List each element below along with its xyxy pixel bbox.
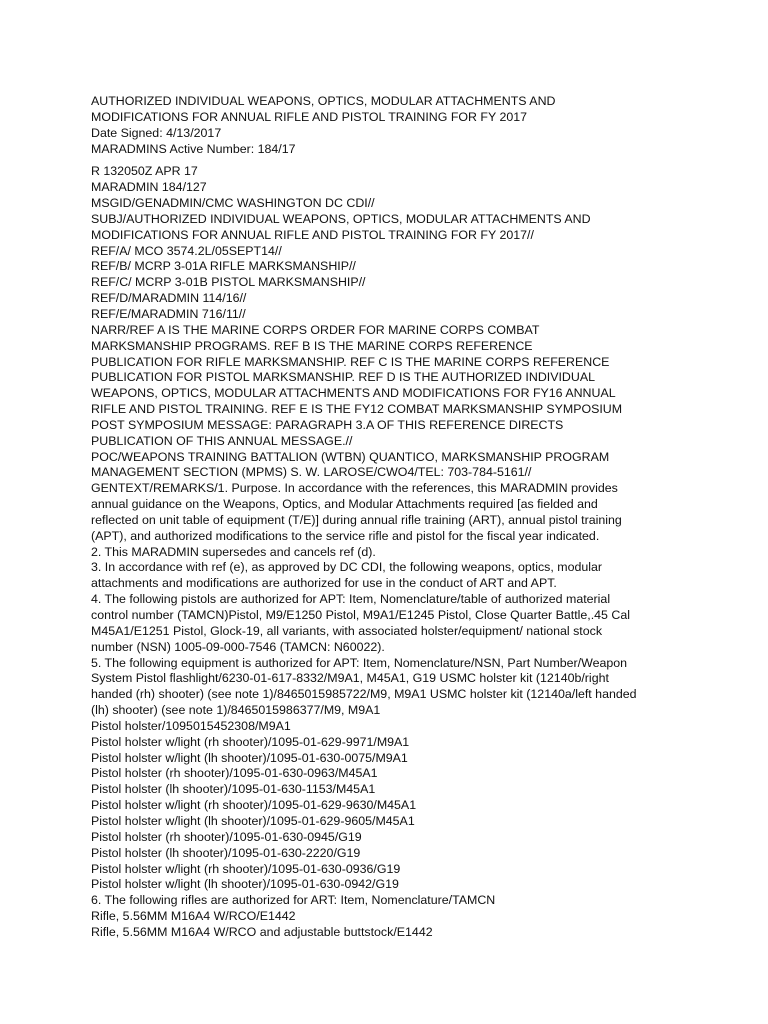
date-signed: Date Signed: 4/13/2017 [91,125,222,140]
body-line: Pistol holster w/light (rh shooter)/1095-01-629-9971/M9A1 [91,734,410,749]
body-line: REF/E/MARADMIN 716/11// [91,306,246,321]
body-line: Rifle, 5.56MM M16A4 W/RCO and adjustable buttstock/E1442 [91,924,433,939]
body-line: MSGID/GENADMIN/CMC WASHINGTON DC CDI// [91,196,375,211]
body-line: MODIFICATIONS FOR ANNUAL RIFLE AND PISTOL TRAINING FOR FY 2017// [91,227,534,242]
message-body [91,164,691,940]
body-line: annual guidance on the Weapons, Optics, and Modular Attachments required [as fielded and [91,497,598,512]
body-line: 5. The following equipment is authorized for APT: Item, Nomenclature/NSN, Part Number/Weapon [91,655,628,670]
active-number: MARADMINS Active Number: 184/17 [91,141,296,156]
document-title-line: AUTHORIZED INDIVIDUAL WEAPONS, OPTICS, MODULAR ATTACHMENTS AND [91,94,556,108]
body-line: PUBLICATION OF THIS ANNUAL MESSAGE.// [91,433,353,448]
body-line: REF/B/ MCRP 3-01A RIFLE MARKSMANSHIP// [91,259,356,274]
body-line: control number (TAMCN)Pistol, M9/E1250 Pistol, M9A1/E1245 Pistol, Close Quarter Battle,.45 Cal [91,608,630,622]
body-line: R 132050Z APR 17 [91,164,198,179]
document-page [91,94,691,941]
body-line: PUBLICATION FOR RIFLE MARKSMANSHIP. REF C IS THE MARINE CORPS REFERENCE [91,354,610,369]
document-title-line: MODIFICATIONS FOR ANNUAL RIFLE AND PISTOL TRAINING FOR FY 2017 [91,109,528,124]
body-line: POST SYMPOSIUM MESSAGE: PARAGRAPH 3.A OF THIS REFERENCE DIRECTS [91,417,564,432]
body-line: M45A1/E1251 Pistol, Glock-19, all variants, with associated holster/equipment/ national stock [91,623,603,638]
body-line: Pistol holster w/light (lh shooter)/1095-01-630-0942/G19 [91,877,399,892]
body-line: SUBJ/AUTHORIZED INDIVIDUAL WEAPONS, OPTICS, MODULAR ATTACHMENTS AND [91,211,591,226]
body-line: 2. This MARADMIN supersedes and cancels ref (d). [91,544,376,559]
body-line: Pistol holster w/light (lh shooter)/1095-01-629-9605/M45A1 [91,813,415,828]
body-line: 4. The following pistols are authorized for APT: Item, Nomenclature/table of authorized material [91,592,611,607]
body-line: RIFLE AND PISTOL TRAINING. REF E IS THE FY12 COMBAT MARKSMANSHIP SYMPOSIUM [91,402,623,417]
body-line: reflected on unit table of equipment (T/E)] during annual rifle training (ART), annual pistol training [91,512,622,527]
body-line: GENTEXT/REMARKS/1. Purpose. In accordance with the references, this MARADMIN provides [91,481,618,496]
body-line: Pistol holster w/light (rh shooter)/1095-01-630-0936/G19 [91,861,401,876]
body-line: 3. In accordance with ref (e), as approved by DC CDI, the following weapons, optics, modular [91,560,603,575]
body-line: Pistol holster w/light (rh shooter)/1095-01-629-9630/M45A1 [91,798,417,813]
body-line: attachments and modifications are authorized for use in the conduct of ART and APT. [91,576,557,591]
body-line: NARR/REF A IS THE MARINE CORPS ORDER FOR MARINE CORPS COMBAT [91,322,540,337]
body-line: REF/D/MARADMIN 114/16// [91,291,247,306]
body-line: MANAGEMENT SECTION (MPMS) S. W. LAROSE/CWO4/TEL: 703-784-5161// [91,465,532,480]
body-line: Pistol holster (rh shooter)/1095-01-630-0945/G19 [91,829,362,844]
body-line: 6. The following rifles are authorized for ART: Item, Nomenclature/TAMCN [91,893,496,908]
body-line: System Pistol flashlight/6230-01-617-8332/M9A1, M45A1, G19 USMC holster kit (12140b/right [91,671,609,686]
body-line: (lh) shooter) (see note 1)/8465015986377/M9, M9A1 [91,703,381,718]
body-line: Pistol holster (lh shooter)/1095-01-630-1153/M45A1 [91,782,376,797]
body-line: Pistol holster (lh shooter)/1095-01-630-2220/G19 [91,845,361,860]
body-line: WEAPONS, OPTICS, MODULAR ATTACHMENTS AND MODIFICATIONS FOR FY16 ANNUAL [91,386,616,401]
body-line: REF/A/ MCO 3574.2L/05SEPT14// [91,243,282,258]
body-line: Pistol holster/1095015452308/M9A1 [91,718,291,733]
body-line: Rifle, 5.56MM M16A4 W/RCO/E1442 [91,909,296,924]
body-line: PUBLICATION FOR PISTOL MARKSMANSHIP. REF D IS THE AUTHORIZED INDIVIDUAL [91,370,595,385]
body-line: REF/C/ MCRP 3-01B PISTOL MARKSMANSHIP// [91,275,366,290]
body-line: MARADMIN 184/127 [91,180,207,195]
body-line: Pistol holster w/light (lh shooter)/1095-01-630-0075/M9A1 [91,750,408,765]
body-line: (APT), and authorized modifications to the service rifle and pistol for the fiscal year indicated. [91,528,600,543]
body-line: number (NSN) 1005-09-000-7546 (TAMCN: N60022). [91,639,385,654]
document-header [91,94,691,157]
body-line: Pistol holster (rh shooter)/1095-01-630-0963/M45A1 [91,766,378,781]
body-line: MARKSMANSHIP PROGRAMS. REF B IS THE MARINE CORPS REFERENCE [91,338,533,353]
body-line: POC/WEAPONS TRAINING BATTALION (WTBN) QUANTICO, MARKSMANSHIP PROGRAM [91,449,610,464]
section-gap [91,157,691,164]
body-line: handed (rh) shooter) (see note 1)/8465015985722/M9, M9A1 USMC holster kit (12140a/left handed [91,687,637,702]
